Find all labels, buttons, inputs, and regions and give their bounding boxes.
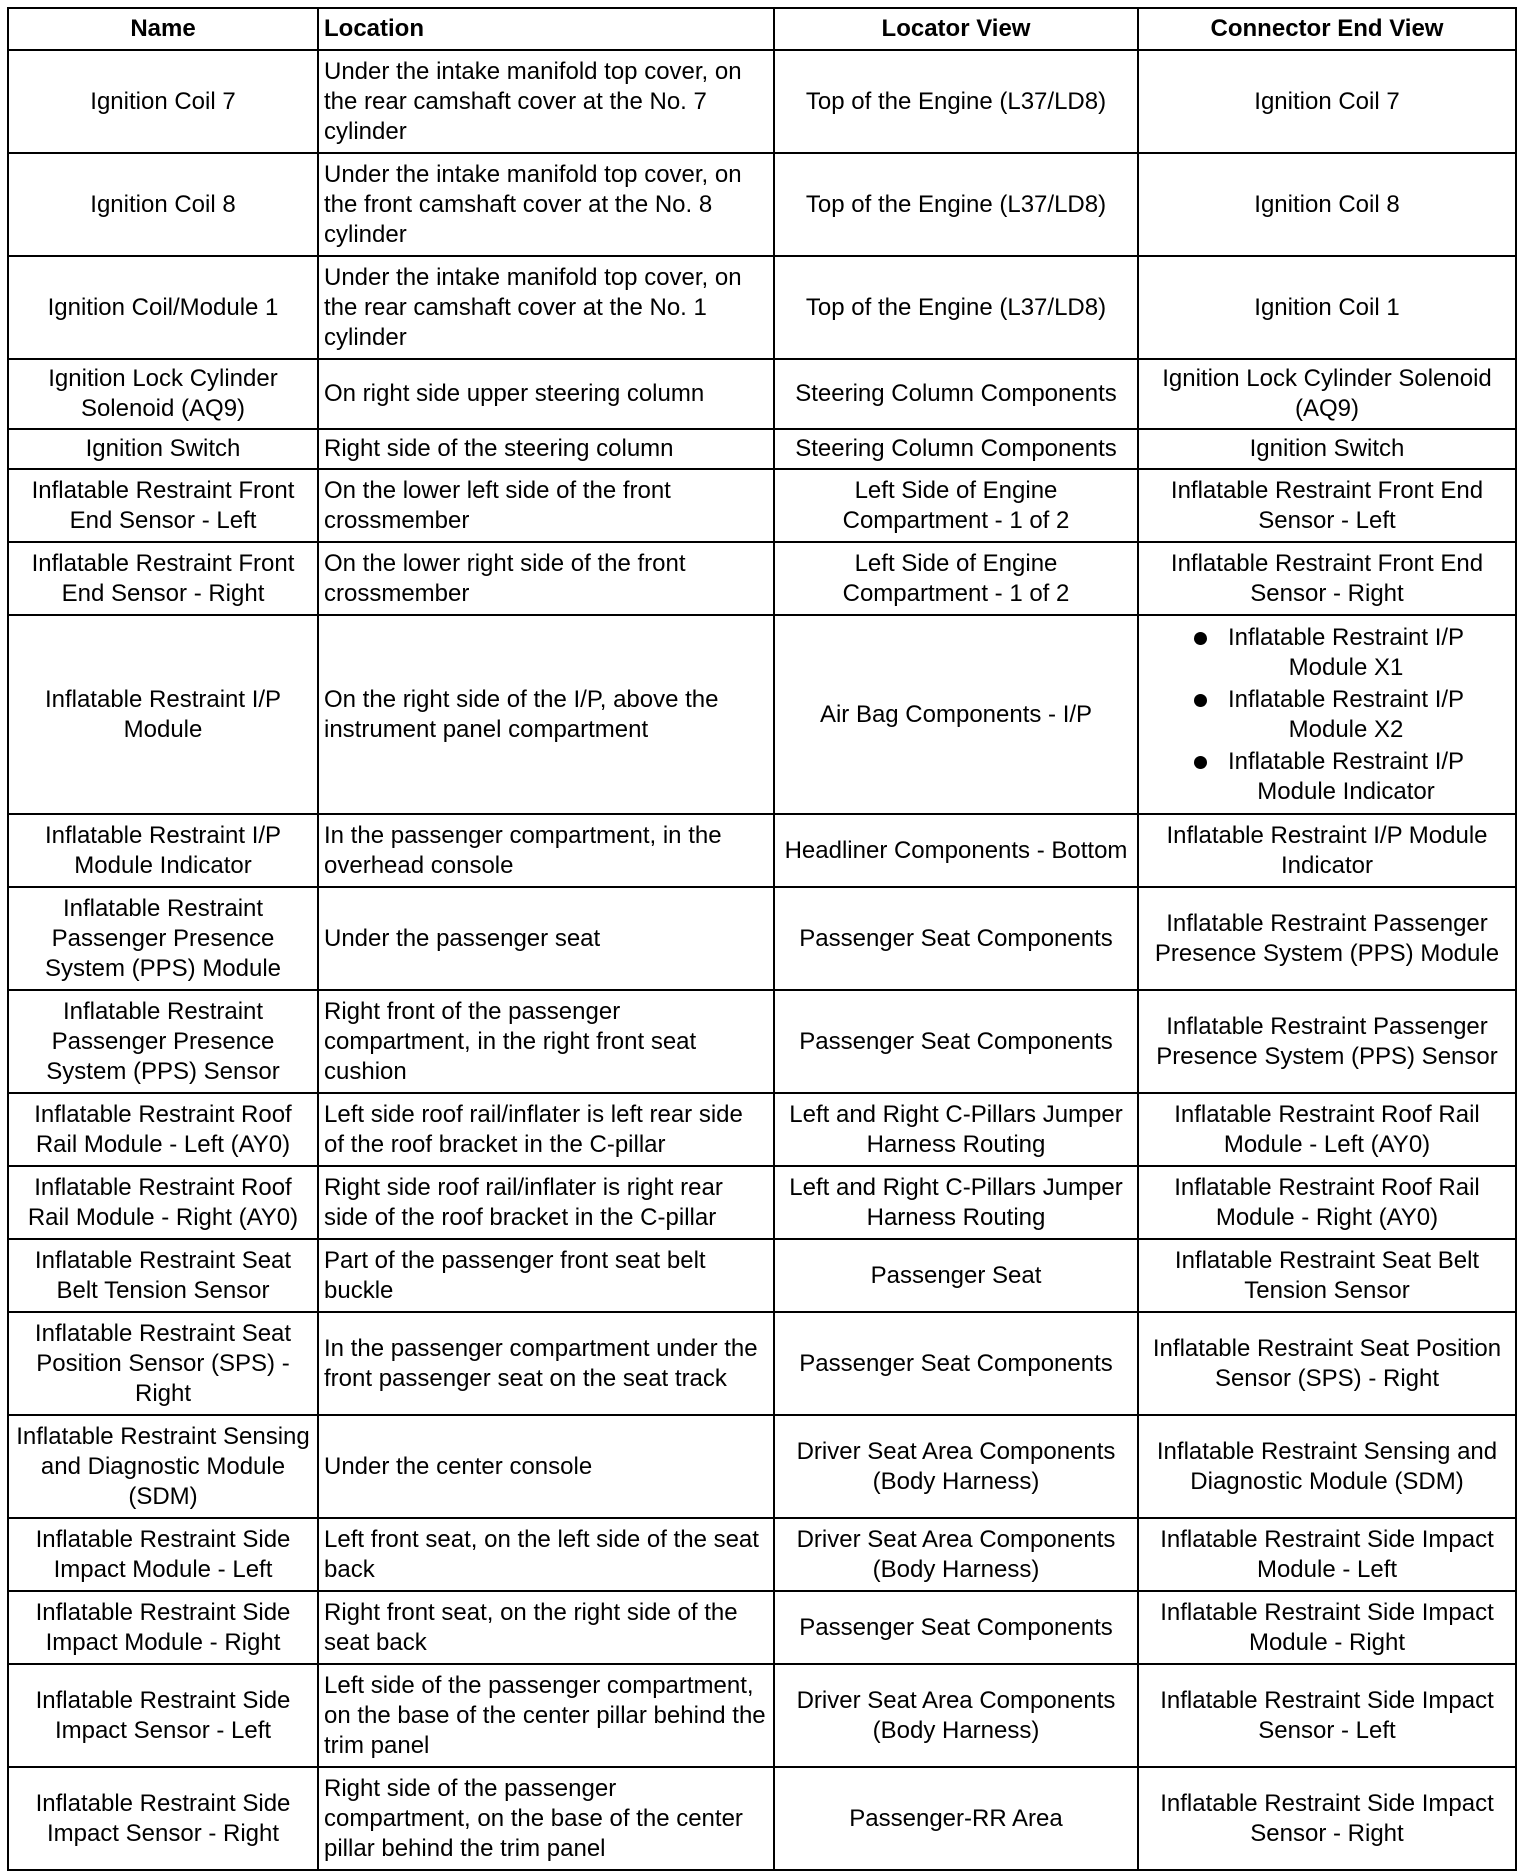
- cell-locator-view: Headliner Components - Bottom: [774, 814, 1138, 887]
- table-body: [8, 50, 1516, 1870]
- connector-list: [1144, 623, 1510, 807]
- cell-locator-view: Driver Seat Area Components (Body Harness): [774, 1415, 1138, 1518]
- cell-connector-end-view: Inflatable Restraint Sensing and Diagnostic Module (SDM): [1138, 1415, 1516, 1518]
- header-connector-end-view: Connector End View: [1138, 8, 1516, 50]
- cell-locator-view: Top of the Engine (L37/LD8): [774, 50, 1138, 153]
- table-row: [8, 887, 1516, 990]
- connector-list-item: [1144, 685, 1510, 745]
- cell-connector-end-view: Inflatable Restraint Roof Rail Module - Right (AY0): [1138, 1166, 1516, 1239]
- cell-location: Right side of the steering column: [318, 429, 774, 469]
- cell-name: Inflatable Restraint Side Impact Module - Right: [8, 1591, 318, 1664]
- cell-name: Inflatable Restraint I/P Module Indicator: [8, 814, 318, 887]
- header-row: [8, 8, 1516, 50]
- table-row: [8, 814, 1516, 887]
- table-row: [8, 359, 1516, 429]
- cell-connector-end-view: Ignition Coil 7: [1138, 50, 1516, 153]
- table-row: [8, 50, 1516, 153]
- cell-location: Right side roof rail/inflater is right rear side of the roof bracket in the C-pillar: [318, 1166, 774, 1239]
- table-row: [8, 1166, 1516, 1239]
- table-row: [8, 1664, 1516, 1767]
- connector-list-item: [1144, 747, 1510, 807]
- connector-list-item-text: Inflatable Restraint I/P Module Indicator: [1227, 747, 1465, 805]
- connector-list-item: [1144, 623, 1510, 683]
- table-row: [8, 429, 1516, 469]
- table-row: [8, 990, 1516, 1093]
- cell-locator-view: Passenger Seat Components: [774, 1591, 1138, 1664]
- cell-name: Inflatable Restraint Passenger Presence System (PPS) Module: [8, 887, 318, 990]
- header-location: Location: [318, 8, 774, 50]
- cell-location: In the passenger compartment under the front passenger seat on the seat track: [318, 1312, 774, 1415]
- cell-locator-view: Steering Column Components: [774, 429, 1138, 469]
- table-row: [8, 615, 1516, 814]
- header-locator-view: Locator View: [774, 8, 1138, 50]
- cell-location: Left side of the passenger compartment, on the base of the center pillar behind the trim panel: [318, 1664, 774, 1767]
- cell-location: Under the intake manifold top cover, on the rear camshaft cover at the No. 7 cylinder: [318, 50, 774, 153]
- cell-connector-end-view: Inflatable Restraint Seat Position Sensor (SPS) - Right: [1138, 1312, 1516, 1415]
- cell-name: Ignition Switch: [8, 429, 318, 469]
- cell-name: Inflatable Restraint I/P Module: [8, 615, 318, 814]
- cell-name: Ignition Coil 7: [8, 50, 318, 153]
- cell-location: In the passenger compartment, in the overhead console: [318, 814, 774, 887]
- cell-location: On right side upper steering column: [318, 359, 774, 429]
- table-row: [8, 542, 1516, 615]
- cell-name: Inflatable Restraint Front End Sensor - Left: [8, 469, 318, 542]
- component-locator-table: [7, 7, 1517, 1871]
- cell-name: Inflatable Restraint Passenger Presence System (PPS) Sensor: [8, 990, 318, 1093]
- table-row: [8, 469, 1516, 542]
- cell-location: Under the center console: [318, 1415, 774, 1518]
- cell-connector-end-view: Inflatable Restraint I/P Module Indicator: [1138, 814, 1516, 887]
- cell-name: Inflatable Restraint Sensing and Diagnostic Module (SDM): [8, 1415, 318, 1518]
- cell-name: Ignition Coil/Module 1: [8, 256, 318, 359]
- header-name: Name: [8, 8, 318, 50]
- cell-location: Under the passenger seat: [318, 887, 774, 990]
- bullet-icon: [1194, 756, 1207, 769]
- cell-name: Inflatable Restraint Side Impact Module - Left: [8, 1518, 318, 1591]
- cell-connector-end-view: Inflatable Restraint Front End Sensor - Right: [1138, 542, 1516, 615]
- cell-connector-end-view: Inflatable Restraint Seat Belt Tension Sensor: [1138, 1239, 1516, 1312]
- cell-locator-view: Passenger Seat Components: [774, 887, 1138, 990]
- cell-locator-view: Top of the Engine (L37/LD8): [774, 153, 1138, 256]
- cell-location: On the right side of the I/P, above the instrument panel compartment: [318, 615, 774, 814]
- cell-name: Ignition Coil 8: [8, 153, 318, 256]
- cell-location: Left front seat, on the left side of the seat back: [318, 1518, 774, 1591]
- table-row: [8, 1591, 1516, 1664]
- cell-connector-end-view: [1138, 615, 1516, 814]
- cell-location: Under the intake manifold top cover, on the front camshaft cover at the No. 8 cylinder: [318, 153, 774, 256]
- cell-locator-view: Driver Seat Area Components (Body Harness): [774, 1518, 1138, 1591]
- cell-name: Inflatable Restraint Seat Position Sensor (SPS) - Right: [8, 1312, 318, 1415]
- cell-locator-view: Left Side of Engine Compartment - 1 of 2: [774, 542, 1138, 615]
- cell-name: Inflatable Restraint Front End Sensor - Right: [8, 542, 318, 615]
- cell-name: Ignition Lock Cylinder Solenoid (AQ9): [8, 359, 318, 429]
- cell-connector-end-view: Inflatable Restraint Passenger Presence System (PPS) Module: [1138, 887, 1516, 990]
- bullet-icon: [1194, 694, 1207, 707]
- cell-locator-view: Top of the Engine (L37/LD8): [774, 256, 1138, 359]
- cell-name: Inflatable Restraint Seat Belt Tension Sensor: [8, 1239, 318, 1312]
- connector-list-item-text: Inflatable Restraint I/P Module X2: [1227, 685, 1465, 743]
- cell-location: Right front of the passenger compartment, in the right front seat cushion: [318, 990, 774, 1093]
- cell-location: Right front seat, on the right side of the seat back: [318, 1591, 774, 1664]
- cell-connector-end-view: Ignition Switch: [1138, 429, 1516, 469]
- table-row: [8, 1767, 1516, 1870]
- table-row: [8, 153, 1516, 256]
- cell-locator-view: Passenger-RR Area: [774, 1767, 1138, 1870]
- cell-connector-end-view: Inflatable Restraint Side Impact Module - Right: [1138, 1591, 1516, 1664]
- table-row: [8, 256, 1516, 359]
- cell-locator-view: Left and Right C-Pillars Jumper Harness Routing: [774, 1166, 1138, 1239]
- cell-connector-end-view: Inflatable Restraint Side Impact Sensor - Left: [1138, 1664, 1516, 1767]
- cell-locator-view: Passenger Seat Components: [774, 1312, 1138, 1415]
- table-row: [8, 1518, 1516, 1591]
- table-row: [8, 1415, 1516, 1518]
- cell-location: Part of the passenger front seat belt buckle: [318, 1239, 774, 1312]
- table-row: [8, 1239, 1516, 1312]
- cell-connector-end-view: Inflatable Restraint Front End Sensor - Left: [1138, 469, 1516, 542]
- cell-name: Inflatable Restraint Side Impact Sensor - Right: [8, 1767, 318, 1870]
- cell-connector-end-view: Inflatable Restraint Side Impact Module - Left: [1138, 1518, 1516, 1591]
- cell-location: Left side roof rail/inflater is left rear side of the roof bracket in the C-pillar: [318, 1093, 774, 1166]
- cell-connector-end-view: Ignition Coil 8: [1138, 153, 1516, 256]
- connector-list-item-text: Inflatable Restraint I/P Module X1: [1227, 623, 1465, 681]
- cell-name: Inflatable Restraint Roof Rail Module - Left (AY0): [8, 1093, 318, 1166]
- cell-locator-view: Steering Column Components: [774, 359, 1138, 429]
- cell-locator-view: Air Bag Components - I/P: [774, 615, 1138, 814]
- cell-locator-view: Left and Right C-Pillars Jumper Harness Routing: [774, 1093, 1138, 1166]
- cell-location: On the lower left side of the front crossmember: [318, 469, 774, 542]
- table-row: [8, 1093, 1516, 1166]
- cell-location: Right side of the passenger compartment, on the base of the center pillar behind the trim panel: [318, 1767, 774, 1870]
- cell-name: Inflatable Restraint Side Impact Sensor - Left: [8, 1664, 318, 1767]
- cell-connector-end-view: Ignition Lock Cylinder Solenoid (AQ9): [1138, 359, 1516, 429]
- cell-locator-view: Passenger Seat: [774, 1239, 1138, 1312]
- cell-connector-end-view: Ignition Coil 1: [1138, 256, 1516, 359]
- table-row: [8, 1312, 1516, 1415]
- bullet-icon: [1194, 632, 1207, 645]
- cell-locator-view: Driver Seat Area Components (Body Harness): [774, 1664, 1138, 1767]
- cell-connector-end-view: Inflatable Restraint Side Impact Sensor - Right: [1138, 1767, 1516, 1870]
- cell-name: Inflatable Restraint Roof Rail Module - Right (AY0): [8, 1166, 318, 1239]
- cell-connector-end-view: Inflatable Restraint Roof Rail Module - Left (AY0): [1138, 1093, 1516, 1166]
- cell-locator-view: Left Side of Engine Compartment - 1 of 2: [774, 469, 1138, 542]
- cell-location: Under the intake manifold top cover, on the rear camshaft cover at the No. 1 cylinder: [318, 256, 774, 359]
- cell-connector-end-view: Inflatable Restraint Passenger Presence System (PPS) Sensor: [1138, 990, 1516, 1093]
- cell-location: On the lower right side of the front crossmember: [318, 542, 774, 615]
- cell-locator-view: Passenger Seat Components: [774, 990, 1138, 1093]
